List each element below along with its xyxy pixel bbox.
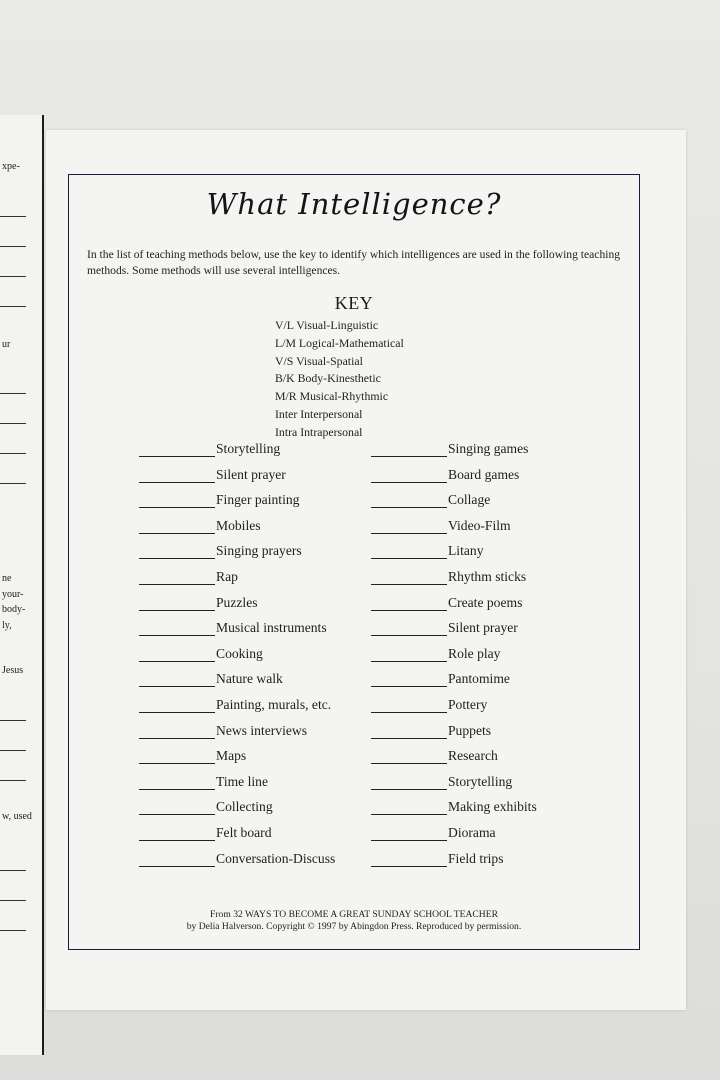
method-label: Pantomime	[448, 671, 510, 687]
answer-blank[interactable]	[371, 777, 447, 790]
method-row	[371, 569, 537, 595]
method-row	[371, 492, 537, 518]
method-row	[371, 748, 537, 774]
facing-page-text: Jesus	[2, 665, 24, 676]
method-label: Storytelling	[216, 441, 281, 456]
method-row	[139, 851, 335, 877]
answer-blank[interactable]	[371, 495, 447, 508]
answer-blank[interactable]	[371, 700, 447, 713]
answer-blank[interactable]	[371, 726, 447, 739]
facing-page-rule	[0, 870, 26, 871]
method-row	[139, 620, 335, 646]
method-label: Felt board	[216, 824, 272, 840]
method-label: Field trips	[448, 850, 504, 866]
method-label: Create poems	[448, 594, 523, 610]
answer-blank[interactable]	[139, 674, 215, 687]
method-label: Singing prayers	[216, 543, 302, 559]
method-row	[371, 774, 537, 800]
credit-line: From 32 WAYS TO BECOME A GREAT SUNDAY SCHOOL TEACHER	[210, 909, 498, 920]
method-row	[139, 543, 335, 569]
method-row	[371, 518, 537, 544]
facing-page-rule	[0, 750, 26, 751]
method-label: Cooking	[216, 645, 263, 661]
key-list	[275, 317, 404, 442]
answer-blank[interactable]	[139, 802, 215, 815]
facing-page-text: w, used	[2, 811, 32, 822]
key-item: Intra Intrapersonal	[275, 424, 363, 439]
key-item: M/R Musical-Rhythmic	[275, 389, 389, 404]
answer-blank[interactable]	[371, 802, 447, 815]
facing-page-rule	[0, 246, 26, 247]
answer-blank[interactable]	[371, 751, 447, 764]
method-label: Board games	[448, 466, 520, 482]
method-label: Puppets	[448, 722, 492, 738]
method-row	[139, 595, 335, 621]
method-label: Painting, murals, etc.	[216, 696, 332, 712]
answer-blank[interactable]	[371, 546, 447, 559]
key-item: Inter Interpersonal	[275, 406, 363, 421]
method-label: Rap	[216, 568, 238, 584]
answer-blank[interactable]	[139, 598, 215, 611]
key-item: B/K Body-Kinesthetic	[275, 371, 381, 386]
answer-blank[interactable]	[139, 854, 215, 867]
method-row	[371, 723, 537, 749]
method-row	[139, 441, 335, 467]
method-row	[139, 723, 335, 749]
method-label: Diorama	[448, 824, 496, 840]
method-row	[139, 569, 335, 595]
method-label: Collecting	[216, 799, 273, 815]
facing-page-text: ur	[2, 339, 11, 350]
method-label: Mobiles	[216, 517, 261, 533]
method-row	[371, 671, 537, 697]
method-label: Nature walk	[216, 671, 283, 687]
method-label: Silent prayer	[216, 466, 286, 482]
method-row	[139, 825, 335, 851]
method-label: Research	[448, 748, 498, 764]
answer-blank[interactable]	[139, 444, 215, 457]
facing-page-rule	[0, 393, 26, 394]
answer-blank[interactable]	[139, 521, 215, 534]
facing-page-rule	[0, 900, 26, 901]
facing-page-text: ly,	[2, 620, 12, 631]
method-label: Making exhibits	[448, 799, 537, 815]
method-label: Singing games	[448, 441, 529, 456]
answer-blank[interactable]	[371, 470, 447, 483]
answer-blank[interactable]	[139, 470, 215, 483]
facing-page-text: body-	[2, 604, 26, 615]
method-row	[371, 851, 537, 877]
answer-blank[interactable]	[139, 649, 215, 662]
facing-page-rule	[0, 276, 26, 277]
method-row	[139, 774, 335, 800]
worksheet-page	[46, 130, 686, 1010]
copyright-credit	[69, 909, 639, 933]
facing-page-text: your-	[2, 589, 24, 600]
method-row	[371, 646, 537, 672]
key-heading: KEY	[334, 293, 374, 313]
method-label: Role play	[448, 645, 501, 661]
worksheet-title: What Intelligence?	[206, 187, 502, 221]
answer-blank[interactable]	[371, 572, 447, 585]
method-row	[139, 467, 335, 493]
method-label: Silent prayer	[448, 620, 518, 636]
method-label: Pottery	[448, 696, 488, 712]
answer-blank[interactable]	[371, 828, 447, 841]
key-item: V/L Visual-Linguistic	[275, 318, 379, 332]
answer-blank[interactable]	[139, 777, 215, 790]
answer-blank[interactable]	[371, 649, 447, 662]
method-row	[371, 595, 537, 621]
method-row	[139, 671, 335, 697]
method-row	[371, 799, 537, 825]
worksheet-border	[68, 174, 640, 950]
answer-blank[interactable]	[371, 521, 447, 534]
answer-blank[interactable]	[139, 828, 215, 841]
method-row	[371, 825, 537, 851]
answer-blank[interactable]	[139, 495, 215, 508]
facing-page-rule	[0, 216, 26, 217]
method-label: Rhythm sticks	[448, 568, 527, 584]
method-row	[371, 543, 537, 569]
facing-page-rule	[0, 423, 26, 424]
answer-blank[interactable]	[139, 546, 215, 559]
facing-page-text: ne	[2, 573, 12, 584]
answer-blank[interactable]	[371, 623, 447, 636]
facing-page-rule	[0, 720, 26, 721]
method-label: Video-Film	[448, 517, 511, 533]
facing-page-rule	[0, 780, 26, 781]
key-item: L/M Logical-Mathematical	[275, 335, 404, 350]
method-label: Puzzles	[216, 594, 258, 610]
facing-page-rule	[0, 453, 26, 454]
method-label: Finger painting	[216, 492, 300, 508]
facing-page-rule	[0, 306, 26, 307]
answer-blank[interactable]	[371, 854, 447, 867]
facing-page-rule	[0, 930, 26, 931]
facing-page-text: xpe-	[2, 161, 20, 172]
answer-blank[interactable]	[139, 572, 215, 585]
method-row	[139, 492, 335, 518]
method-row	[139, 697, 335, 723]
method-row	[371, 441, 537, 467]
method-row	[139, 799, 335, 825]
methods-left-column	[139, 441, 335, 876]
method-row	[371, 620, 537, 646]
method-label: Musical instruments	[216, 620, 327, 636]
method-label: Litany	[448, 543, 484, 559]
facing-page	[0, 115, 44, 1055]
method-row	[371, 467, 537, 493]
method-label: News interviews	[216, 722, 307, 738]
method-label: Storytelling	[448, 773, 513, 789]
method-label: Maps	[216, 748, 247, 764]
methods-right-column	[371, 441, 537, 876]
method-label: Collage	[448, 492, 491, 508]
answer-blank[interactable]	[371, 444, 447, 457]
answer-blank[interactable]	[139, 751, 215, 764]
credit-line: by Delia Halverson. Copyright © 1997 by Abingdon Press. Reproduced by permission.	[186, 921, 522, 932]
method-label: Time line	[216, 773, 268, 789]
method-row	[139, 748, 335, 774]
answer-blank[interactable]	[139, 726, 215, 739]
method-row	[139, 646, 335, 672]
answer-blank[interactable]	[371, 674, 447, 687]
method-row	[371, 697, 537, 723]
answer-blank[interactable]	[139, 623, 215, 636]
answer-blank[interactable]	[371, 598, 447, 611]
method-row	[139, 518, 335, 544]
facing-page-rule	[0, 483, 26, 484]
method-label: Conversation-Discuss	[216, 850, 336, 866]
answer-blank[interactable]	[139, 700, 215, 713]
instructions-text: In the list of teaching methods below, use the key to identify which intelligences are used in the following teaching methods. Some methods will use several intelligences.	[87, 248, 621, 277]
key-item: V/S Visual-Spatial	[275, 353, 363, 368]
